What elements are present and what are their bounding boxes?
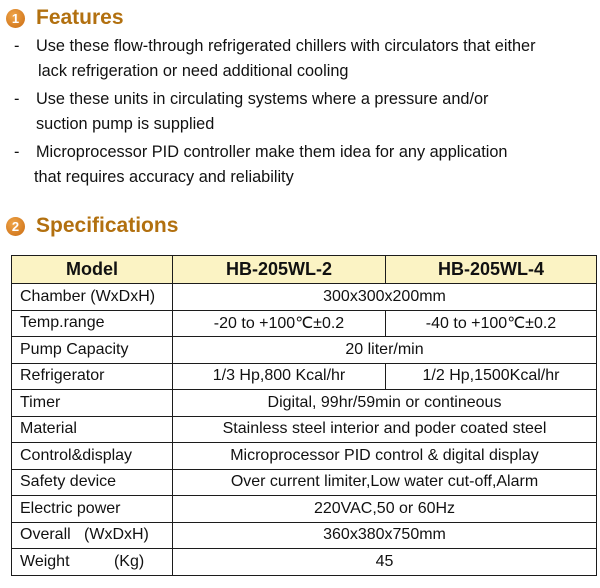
table-row <box>12 496 597 523</box>
row-label: Weight (Kg) <box>12 549 173 576</box>
number-2-badge: 2 <box>6 217 25 236</box>
row-value: 360x380x750mm <box>173 522 597 549</box>
row-label: Safety device <box>12 469 173 496</box>
table-row <box>12 443 597 470</box>
row-value: Digital, 99hr/59min or contineous <box>173 390 597 417</box>
number-1-badge: 1 <box>6 9 25 28</box>
table-header-row <box>12 256 597 284</box>
row-value: -20 to +100℃±0.2 <box>173 310 386 337</box>
specifications-heading <box>6 214 178 238</box>
row-value: Over current limiter,Low water cut-off,Alarm <box>173 469 597 496</box>
feature-line: Microprocessor PID controller make them idea for any application <box>36 143 508 161</box>
feature-line: lack refrigeration or need additional cooling <box>38 62 349 80</box>
feature-line: suction pump is supplied <box>36 115 215 133</box>
bullet-dash: - <box>14 37 20 55</box>
bullet-dash: - <box>14 90 20 108</box>
features-heading <box>6 6 124 30</box>
row-label: Electric power <box>12 496 173 523</box>
specifications-table <box>11 255 597 576</box>
table-row <box>12 363 597 390</box>
row-value: 1/2 Hp,1500Kcal/hr <box>386 363 597 390</box>
table-row <box>12 549 597 576</box>
row-label: Refrigerator <box>12 363 173 390</box>
bullet-dash: - <box>14 143 20 161</box>
features-list <box>12 34 597 190</box>
table-row <box>12 337 597 364</box>
row-label: Chamber (WxDxH) <box>12 284 173 311</box>
row-label: Control&display <box>12 443 173 470</box>
row-label: Timer <box>12 390 173 417</box>
row-label: Overall (WxDxH) <box>12 522 173 549</box>
row-label: Temp.range <box>12 310 173 337</box>
row-value: 45 <box>173 549 597 576</box>
feature-item <box>12 140 597 190</box>
header-hb-205wl-2: HB-205WL-2 <box>173 256 386 284</box>
row-value: 220VAC,50 or 60Hz <box>173 496 597 523</box>
row-value: 300x300x200mm <box>173 284 597 311</box>
table-row <box>12 469 597 496</box>
features-title: Features <box>36 6 124 29</box>
row-label: Material <box>12 416 173 443</box>
feature-line: Use these units in circulating systems where a pressure and/or <box>36 90 489 108</box>
row-value: Stainless steel interior and poder coated steel <box>173 416 597 443</box>
row-value: Microprocessor PID control & digital display <box>173 443 597 470</box>
feature-line: Use these flow-through refrigerated chillers with circulators that either <box>36 37 536 55</box>
table-row <box>12 416 597 443</box>
feature-text <box>36 140 597 190</box>
specifications-title: Specifications <box>36 214 179 237</box>
feature-text <box>36 87 597 137</box>
feature-text <box>36 34 597 84</box>
table-row <box>12 310 597 337</box>
table-row <box>12 522 597 549</box>
feature-item <box>12 34 597 84</box>
row-label: Pump Capacity <box>12 337 173 364</box>
feature-item <box>12 87 597 137</box>
header-hb-205wl-4: HB-205WL-4 <box>386 256 597 284</box>
header-model: Model <box>12 256 173 284</box>
row-value: -40 to +100℃±0.2 <box>386 310 597 337</box>
table-row <box>12 390 597 417</box>
table-row <box>12 284 597 311</box>
row-value: 1/3 Hp,800 Kcal/hr <box>173 363 386 390</box>
row-value: 20 liter/min <box>173 337 597 364</box>
feature-line: that requires accuracy and reliability <box>34 168 294 186</box>
